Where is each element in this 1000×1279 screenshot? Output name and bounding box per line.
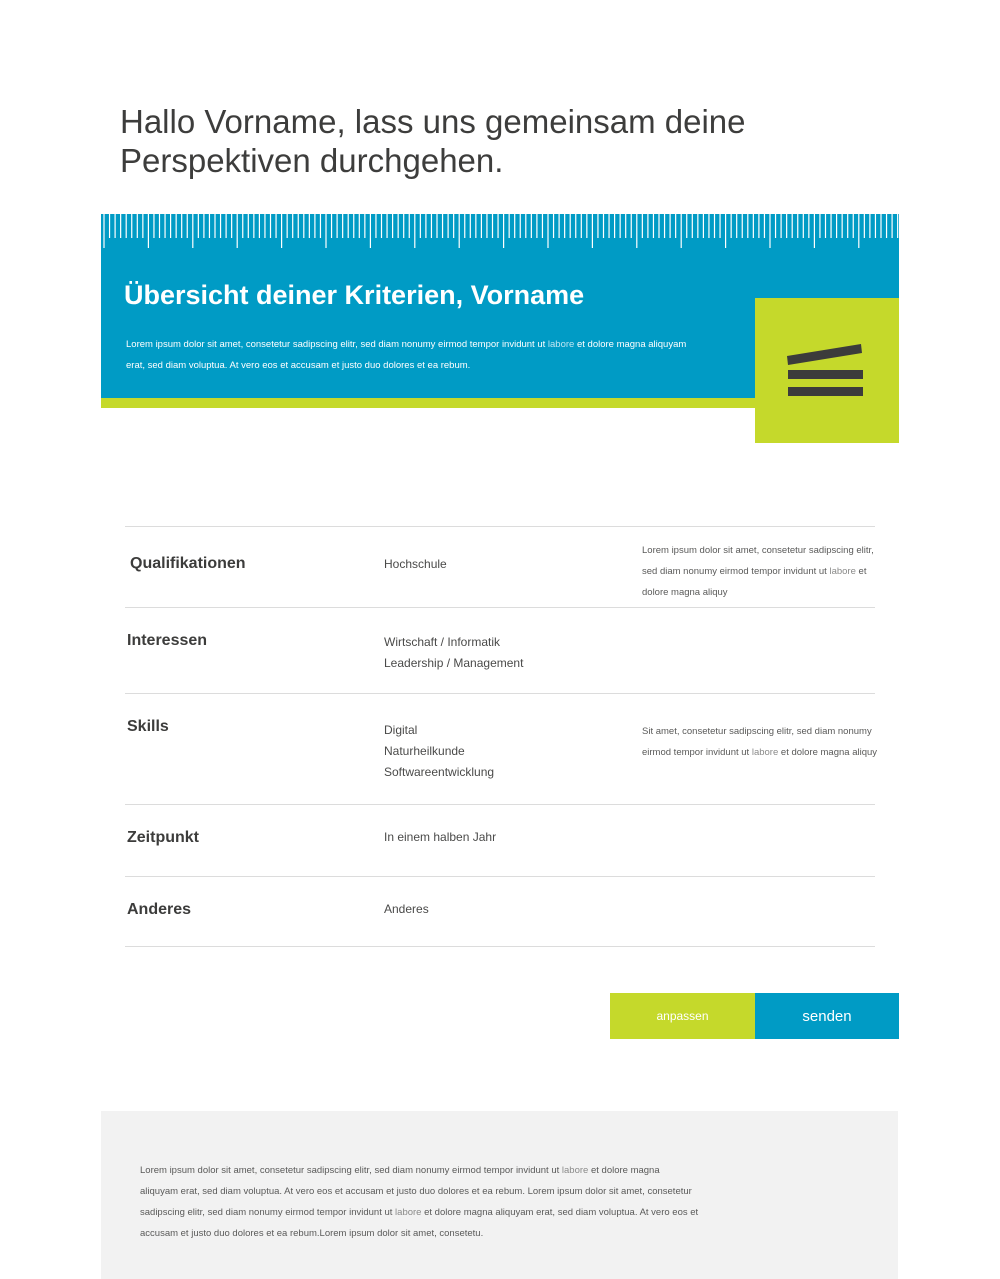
criteria-values: [384, 720, 494, 783]
footer-link-labore[interactable]: labore: [395, 1207, 422, 1218]
banner-description: Lorem ipsum dolor sit amet, consetetur sadipscing elitr, sed diam nonumy eirmod tempor invidunt ut labore et dolore magna aliquyam erat, sed diam voluptua. At vero eos et accusam et justo duo dolores et ea rebum.: [126, 339, 687, 371]
criteria-note: Lorem ipsum dolor sit amet, consetetur sadipscing elitr, sed diam nonumy eirmod tempor invidunt ut labore et dolore magna aliquy: [642, 545, 874, 598]
ruler-decoration: [101, 214, 899, 250]
criteria-value: Hochschule: [384, 557, 447, 571]
footer-link-labore[interactable]: labore: [561, 1165, 589, 1176]
criteria-values: [384, 827, 496, 848]
criteria-values: [384, 632, 523, 674]
criteria-label: Interessen: [127, 632, 208, 649]
criteria-values: [384, 899, 429, 920]
footer: [101, 1111, 898, 1279]
criteria-row-zeitpunkt: [125, 804, 875, 876]
criteria-value: Digital: [384, 723, 418, 737]
menu-lines-icon-box: [755, 298, 899, 443]
send-button[interactable]: senden: [755, 993, 899, 1039]
criteria-row-qualifikationen: [125, 526, 875, 607]
note-link-labore[interactable]: labore: [751, 747, 779, 758]
criteria-label: Skills: [127, 718, 169, 735]
criteria-value: Softwareentwicklung: [384, 765, 495, 779]
criteria-label: Zeitpunkt: [127, 829, 199, 846]
banner-link-labore[interactable]: labore: [547, 339, 575, 350]
criteria-row-anderes: [125, 876, 875, 947]
criteria-note: Sit amet, consetetur sadipscing elitr, sed diam nonumy eirmod tempor invidunt ut labore et dolore magna aliquy: [642, 726, 878, 758]
note-link-labore[interactable]: labore: [829, 566, 856, 577]
criteria-row-interessen: [125, 607, 875, 693]
criteria-row-skills: [125, 693, 878, 804]
criteria-value: Wirtschaft / Informatik: [384, 635, 501, 649]
page-greeting: Hallo Vorname, lass uns gemeinsam deine Perspektiven durchgehen.: [120, 103, 746, 179]
adjust-button[interactable]: anpassen: [610, 993, 755, 1039]
criteria-label: Anderes: [127, 901, 192, 918]
banner-title: Übersicht deiner Kriterien, Vorname: [124, 280, 585, 310]
criteria-values: [384, 554, 447, 575]
criteria-value: Leadership / Management: [384, 656, 524, 670]
criteria-value: In einem halben Jahr: [384, 830, 497, 844]
criteria-value: Anderes: [384, 902, 429, 916]
criteria-label: Qualifikationen: [130, 555, 246, 572]
criteria-value: Naturheilkunde: [384, 744, 465, 758]
criteria-table: [125, 526, 878, 947]
footer-text: Lorem ipsum dolor sit amet, consetetur sadipscing elitr, sed diam nonumy eirmod tempor invidunt ut labore et dolore magna aliquyam erat, sed diam voluptua. At vero eos et accusam et justo duo dolores et ea rebum. Lorem ipsum dolor sit amet, consetetur sadipscing elitr, sed diam nonumy eirmod tempor invidunt ut labore et dolore magna aliquyam erat, sed diam voluptua. At vero eos et accusam et justo duo dolores et ea rebum.Lorem ipsum dolor sit amet, consetetu.: [140, 1165, 699, 1239]
menu-lines-icon: [785, 342, 865, 398]
